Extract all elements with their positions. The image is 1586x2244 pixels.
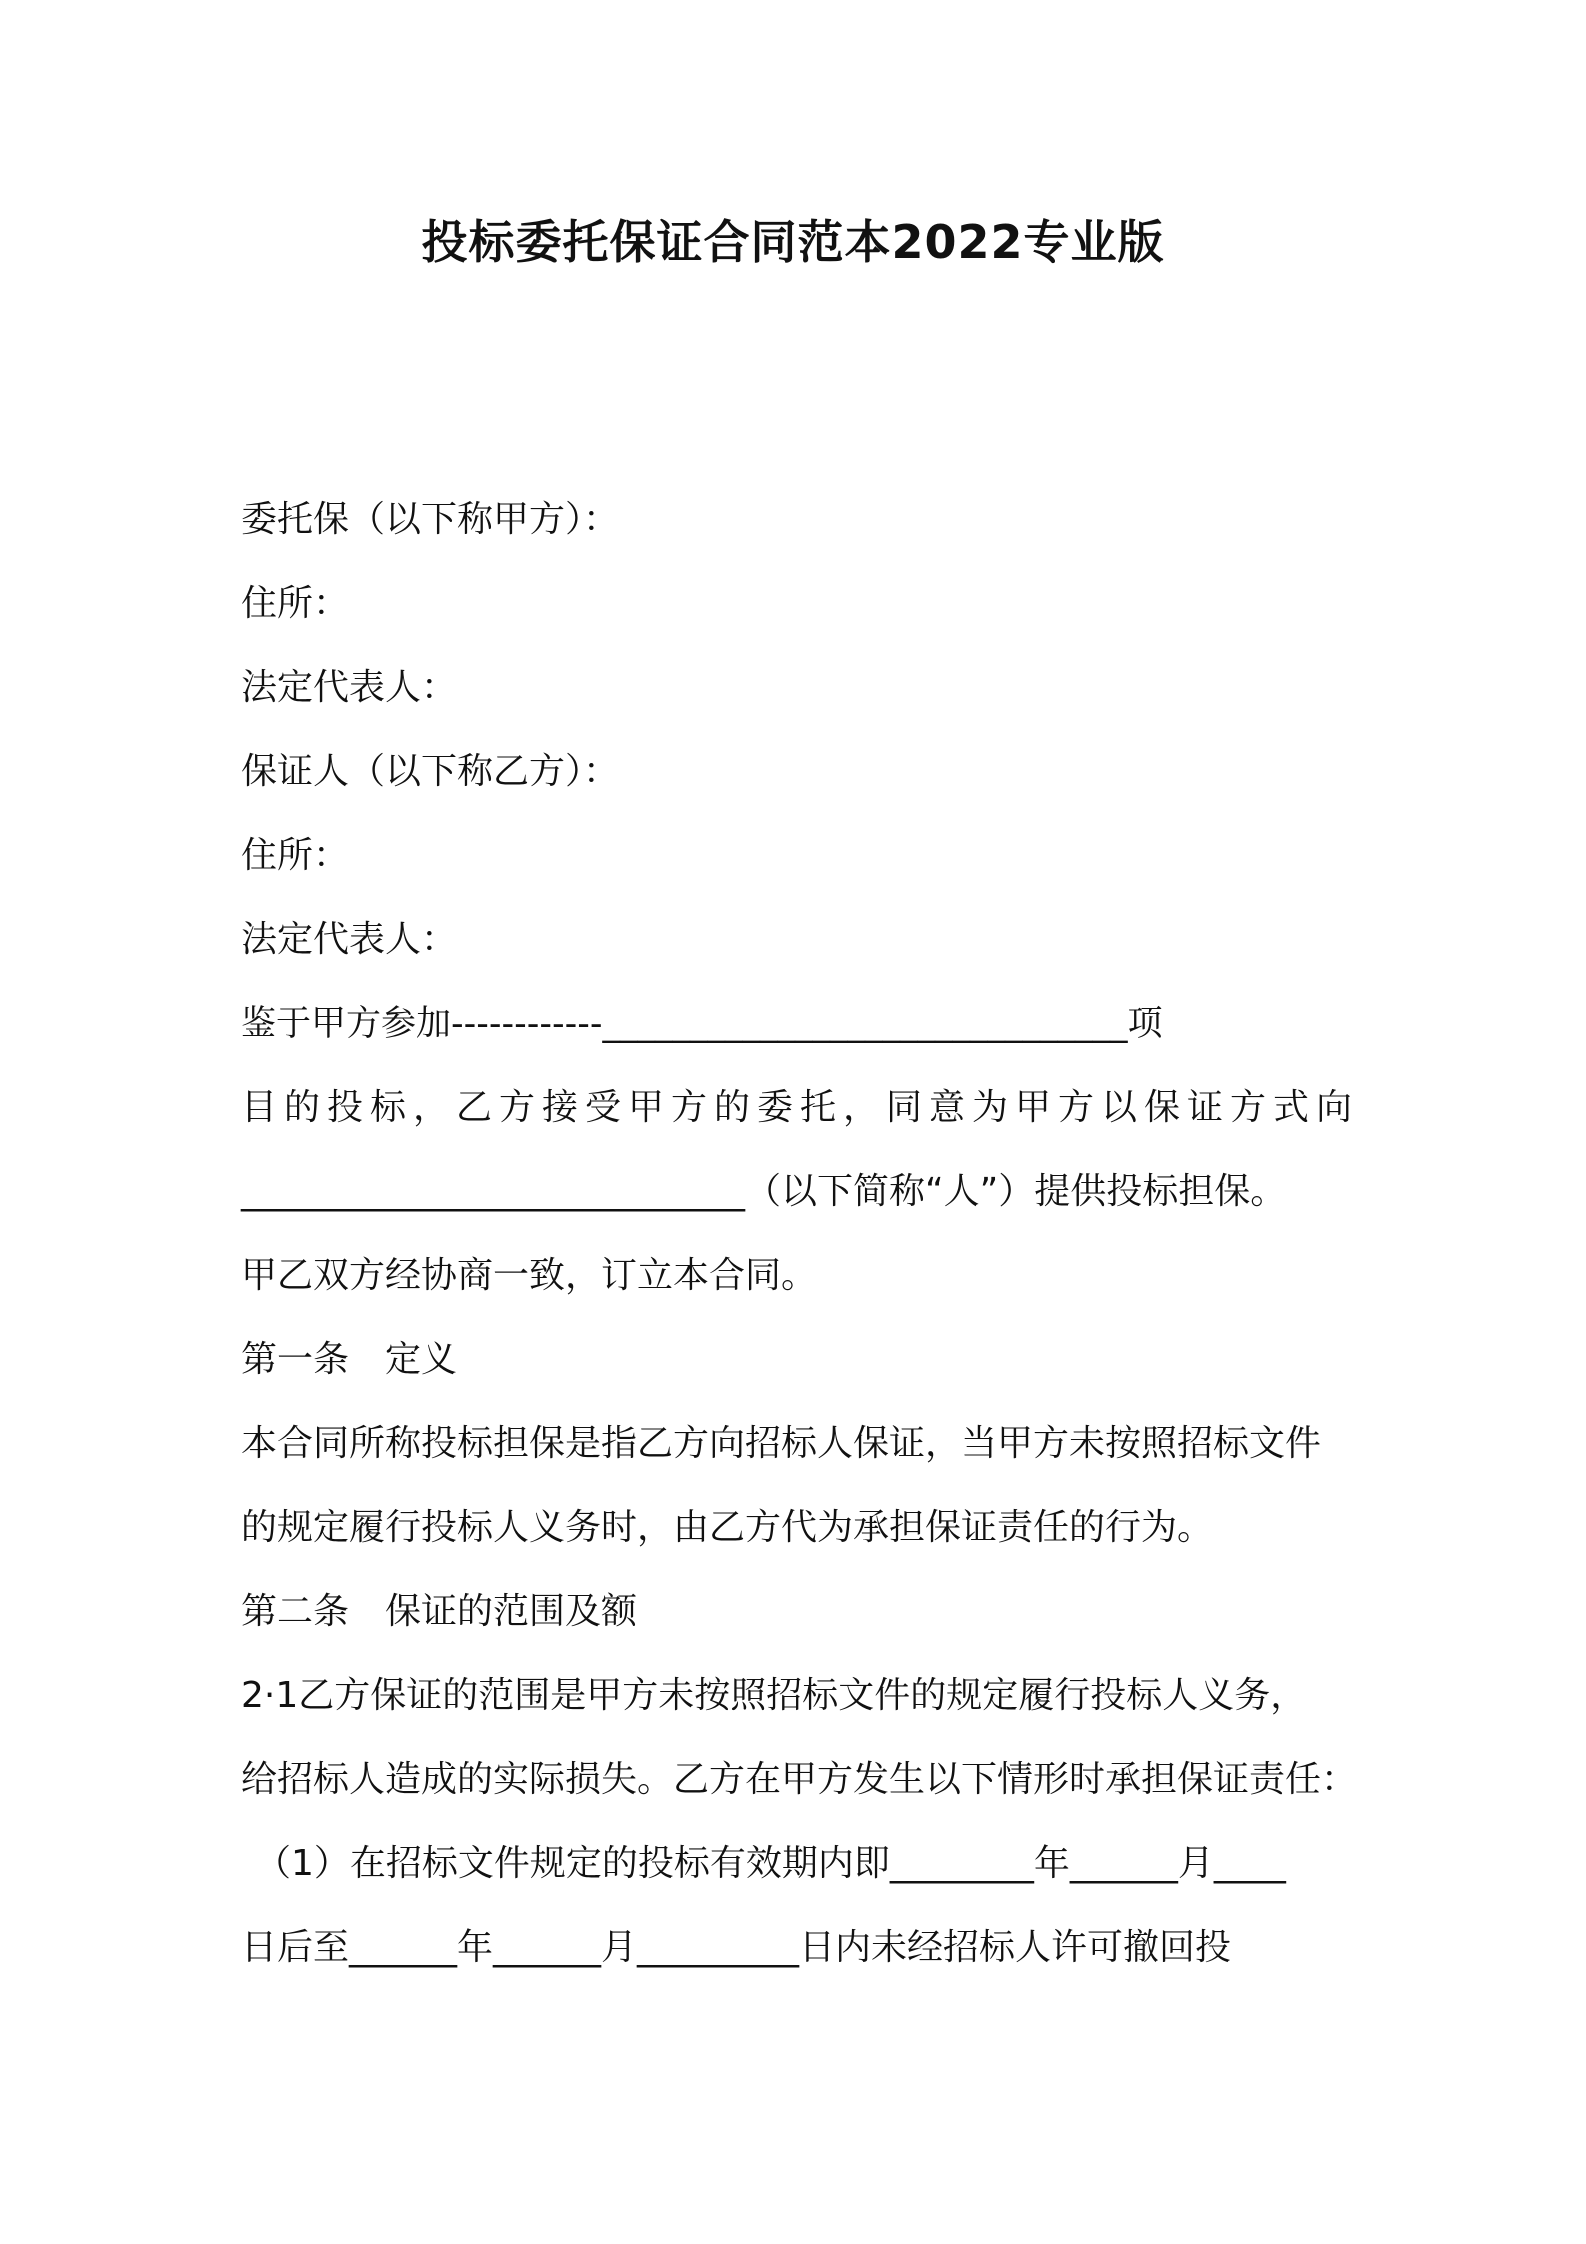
section-heading: 第二条 保证的范围及额 (241, 1591, 638, 1632)
body-line: 目的投标，乙方接受甲方的委托，同意为甲方以保证方式向 (241, 1087, 1360, 1128)
party-a-label: 委托保（以下称甲方）： (241, 499, 620, 540)
body-line: 日后至______年______月_________日内未经招标人许可撤回投 (241, 1927, 1232, 1968)
section-heading: 第一条 定义 (241, 1339, 458, 1380)
body-line: 给招标人造成的实际损失。乙方在甲方发生以下情形时承担保证责任： (241, 1759, 1358, 1800)
party-b-address-label: 住所： (241, 835, 350, 876)
body-line: 2·1乙方保证的范围是甲方未按照招标文件的规定履行投标人义务， (241, 1675, 1307, 1716)
body-line: ____________________________（以下简称“人”）提供投标担保。 (241, 1171, 1287, 1212)
party-b-representative-label: 法定代表人： (241, 919, 458, 960)
body-line: 的规定履行投标人义务时，由乙方代为承担保证责任的行为。 (241, 1507, 1214, 1548)
body-line: 本合同所称投标担保是指乙方向招标人保证，当甲方未按照招标文件 (241, 1423, 1322, 1464)
body-line: （1）在招标文件规定的投标有效期内即________年______月____ (255, 1843, 1286, 1884)
body-line: 甲乙双方经协商一致，订立本合同。 (241, 1255, 818, 1296)
body-line: 鉴于甲方参加------------______________________________项 (241, 1004, 1163, 1044)
party-b-label: 保证人（以下称乙方）： (241, 751, 620, 792)
party-a-address-label: 住所： (241, 583, 350, 624)
party-a-representative-label: 法定代表人： (241, 667, 458, 708)
document-title: 投标委托保证合同范本2022专业版 (421, 215, 1165, 269)
